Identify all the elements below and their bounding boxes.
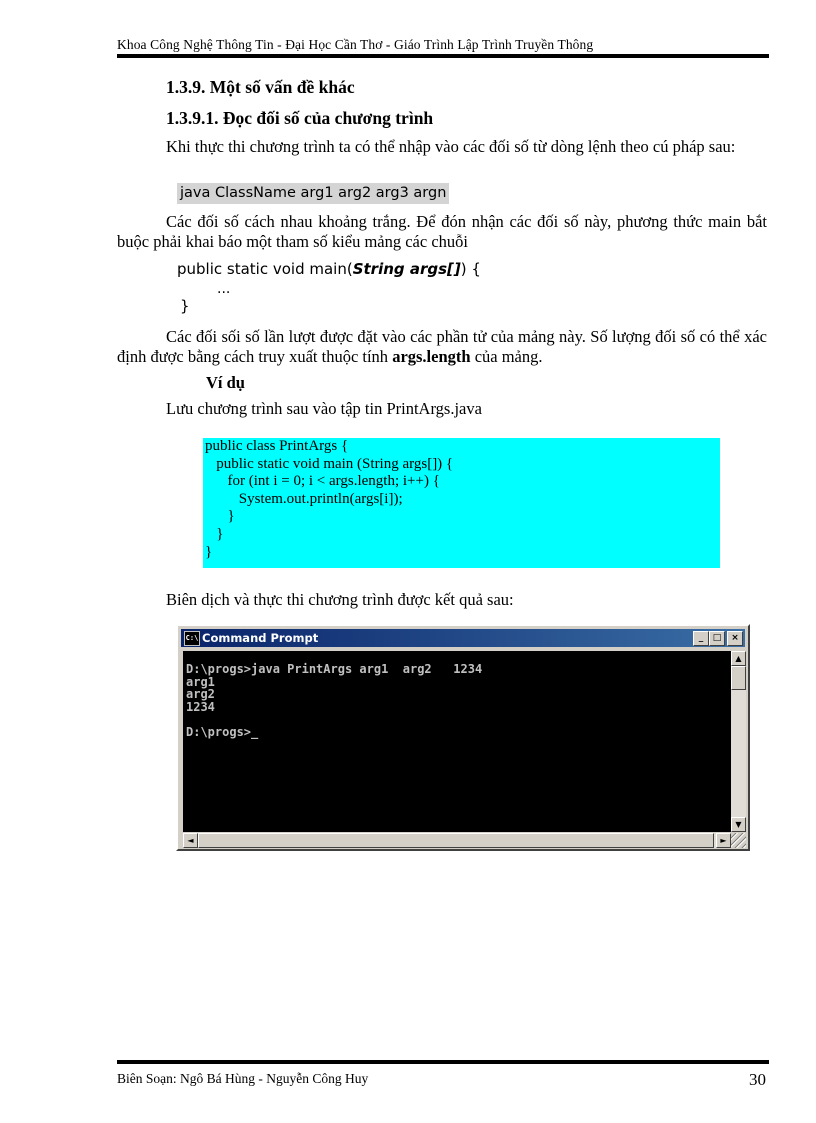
p3-text-end: của mảng. [470, 347, 543, 366]
console-line [186, 713, 729, 726]
scroll-left-icon[interactable]: ◄ [183, 833, 198, 848]
save-instruction: Lưu chương trình sau vào tập tin PrintArgs.java [166, 399, 482, 418]
signature-prefix: public static void main( [177, 260, 353, 278]
example-label: Ví dụ [206, 373, 245, 392]
console-output[interactable] [183, 651, 731, 832]
window-title: Command Prompt [202, 631, 319, 645]
code-line: public static void main (String args[]) { [205, 455, 454, 472]
result-instruction: Biên dịch và thực thi chương trình được kết quả sau: [166, 590, 514, 609]
command-prompt-window[interactable] [176, 624, 750, 851]
section-heading: 1.3.9. Một số vấn đề khác [166, 77, 355, 97]
paragraph-args: Các đối số cách nhau khoảng trắng. Để đón nhận các đối số này, phương thức main bắt buộc phải khai báo một tham số kiểu mảng các chuỗi [117, 212, 767, 251]
page-number: 30 [749, 1070, 766, 1089]
console-line: arg1 [186, 674, 215, 689]
code-line: } [205, 543, 213, 560]
code-line: public class PrintArgs { [205, 438, 349, 454]
cmd-app-icon[interactable]: C:\ [184, 631, 200, 646]
maximize-button[interactable]: □ [709, 631, 725, 646]
scroll-right-icon[interactable]: ► [716, 833, 731, 848]
window-titlebar[interactable] [181, 629, 745, 647]
paragraph-length [117, 327, 767, 367]
scroll-up-icon[interactable]: ▲ [731, 651, 746, 666]
subsection-heading: 1.3.9.1. Đọc đối số của chương trình [166, 108, 434, 128]
p3-text: Các đối sối số lần lượt được đặt vào các phần tử của mảng này. Số lượng đối số có thể xác định được bằng cách truy xuất thuộc tính [117, 327, 767, 366]
console-line: arg2 [186, 687, 215, 701]
code-line: System.out.println(args[i]); [205, 490, 403, 507]
horizontal-scroll-thumb[interactable] [198, 833, 714, 848]
header-rule [117, 54, 769, 58]
syntax-example: java ClassName arg1 arg2 arg3 argn [177, 183, 449, 204]
paragraph-intro: Khi thực thi chương trình ta có thể nhập vào các đối số từ dòng lệnh theo cú pháp sau: [166, 137, 736, 156]
args-length-term: args.length [392, 347, 471, 366]
code-line: } [205, 508, 235, 525]
footer-author: Biên Soạn: Ngô Bá Hùng - Nguyễn Công Huy [117, 1071, 369, 1086]
minimize-button[interactable]: _ [693, 631, 709, 646]
signature-suffix: ) { [460, 260, 481, 278]
code-block [203, 438, 720, 568]
signature-arg: String args[] [352, 260, 461, 278]
close-button[interactable]: × [727, 631, 743, 646]
signature-close-brace: } [180, 297, 190, 315]
console-line: D:\progs>_ [186, 724, 259, 739]
horizontal-scrollbar[interactable] [183, 833, 731, 848]
console-line: 1234 [186, 699, 215, 714]
code-line: } [205, 525, 224, 542]
resize-grip-icon[interactable] [731, 833, 746, 848]
vertical-scroll-thumb[interactable] [731, 666, 746, 690]
console-line: D:\progs>java PrintArgs arg1 arg2 1234 [186, 662, 483, 676]
code-line: for (int i = 0; i < args.length; i++) { [205, 473, 440, 490]
footer-rule [117, 1060, 769, 1064]
signature-ellipsis: ... [217, 281, 231, 297]
page-header: Khoa Công Nghệ Thông Tin - Đại Học Cần Thơ - Giáo Trình Lập Trình Truyền Thông [117, 37, 594, 52]
vertical-scrollbar[interactable] [731, 651, 746, 832]
main-signature [177, 260, 481, 278]
scroll-down-icon[interactable]: ▼ [731, 817, 746, 832]
